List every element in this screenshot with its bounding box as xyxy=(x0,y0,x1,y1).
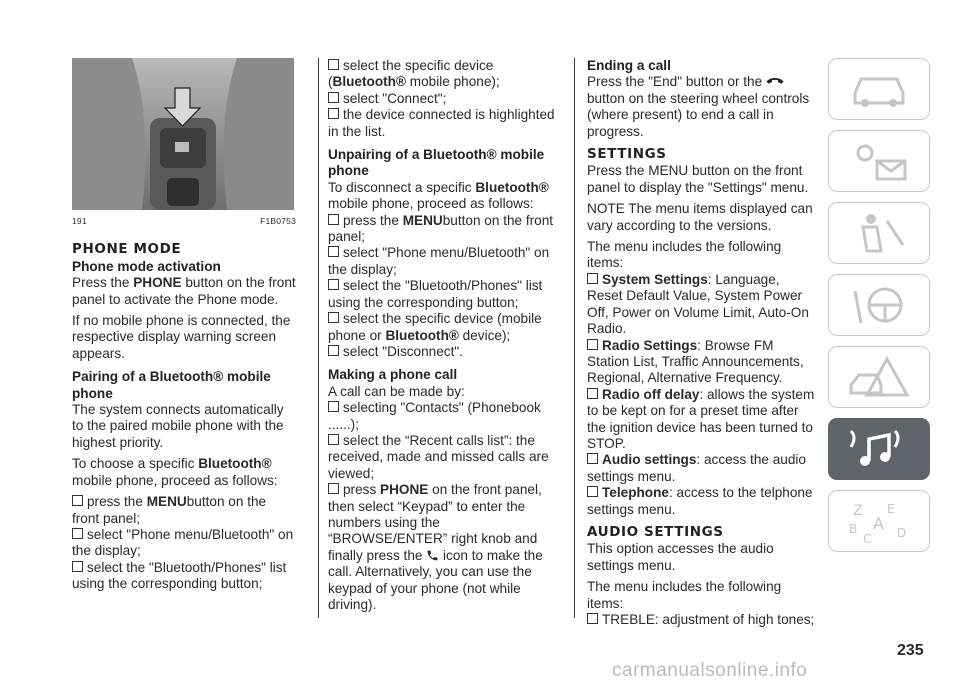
paragraph-menu-items: The menu includes the following items: xyxy=(587,239,782,271)
paragraph-note: NOTE The menu items displayed can vary according to the versions. xyxy=(587,201,813,233)
list-item: System Settings: Language, Reset Default Value, System Power Off, Power on Volume Limit, Auto-On Radio. xyxy=(587,271,809,337)
tab-index-icon[interactable] xyxy=(828,490,930,552)
bullet-box-icon xyxy=(587,453,598,464)
bullet-box-icon xyxy=(328,214,339,225)
bullet-box-icon xyxy=(328,312,339,323)
list-item: press the MENUbutton on the front panel; xyxy=(72,494,267,526)
heading-unpairing: Unpairing of a Bluetooth® mobile phone xyxy=(328,147,545,179)
list-item: select the "Bluetooth/Phones" list using the corresponding button; xyxy=(328,278,543,310)
tab-steering-wheel-icon[interactable] xyxy=(828,274,930,336)
svg-text:A: A xyxy=(873,514,884,533)
paragraph-auto-connect: The system connects automatically to the paired mobile phone with the highest priority. xyxy=(72,402,284,450)
bullet-box-icon xyxy=(328,434,339,445)
paragraph-activation: Press the PHONE button on the front panel to activate the Phone mode. xyxy=(72,275,296,307)
list-item: select "Phone menu/Bluetooth" on the display; xyxy=(72,526,294,559)
list-item: select the specific device (mobile phone or Bluetooth® device); xyxy=(328,311,542,343)
bullet-box-icon xyxy=(328,345,339,356)
safety-icon xyxy=(847,211,911,255)
column-3 xyxy=(587,58,817,628)
list-item: selecting "Contacts" (Phonebook ......); xyxy=(328,400,541,432)
list-item: select "Connect"; xyxy=(328,91,556,107)
list-item: press PHONE on the front panel, then select “Keypad” to enter the numbers using the “BROWSE/ENTER” right knob and finally press the icon to make the call. Alternatively, you can use the keypad of your phone (not while driving). xyxy=(328,482,543,612)
list-item: Audio settings: access the audio settings menu. xyxy=(587,452,806,484)
list-item: TREBLE: adjustment of high tones; xyxy=(587,612,817,628)
list-item: select the "Bluetooth/Phones" list using the corresponding button; xyxy=(72,559,287,592)
bullet-box-icon xyxy=(328,59,339,70)
paragraph-audio-items: The menu includes the following items: xyxy=(587,579,782,611)
list-item: Radio Settings: Browse FM Station List, Traffic Announcements, Regional, Alternative Frequency. xyxy=(587,337,804,386)
bullet-box-icon xyxy=(328,483,339,494)
tab-safety-icon[interactable] xyxy=(828,202,930,264)
warning-lights-icon xyxy=(847,139,911,183)
list-item: select "Disconnect". xyxy=(328,344,556,360)
svg-text:D: D xyxy=(897,526,907,540)
figure-191-image xyxy=(72,58,294,210)
chapter-tabs xyxy=(828,58,930,562)
heading-settings: SETTINGS xyxy=(587,146,667,163)
svg-text:E: E xyxy=(887,502,895,516)
bullet-box-icon xyxy=(587,273,598,284)
heading-pairing: Pairing of a Bluetooth® mobile phone xyxy=(72,369,271,401)
list-item: select "Phone menu/Bluetooth" on the display; xyxy=(328,245,550,277)
list-item: select the specific device (Bluetooth® mobile phone); xyxy=(328,58,500,90)
tab-warning-lights-icon[interactable] xyxy=(828,130,930,192)
heading-ending-call: Ending a call xyxy=(587,58,671,73)
figure-caption xyxy=(72,213,296,229)
paragraph-disconnect: To disconnect a specific Bluetooth® mobile phone, proceed as follows: xyxy=(328,179,549,212)
heading-audio-settings: AUDIO SETTINGS xyxy=(587,523,724,540)
column-1 xyxy=(72,58,296,593)
list-item: Telephone: access to the telphone settings menu. xyxy=(587,485,813,517)
paragraph-call-by: A call can be made by: xyxy=(328,383,465,399)
list-item: Radio off delay: allows the system to be kept on for a preset time after the ignition device has been turned to STOP. xyxy=(587,386,815,451)
multimedia-icon xyxy=(847,427,911,471)
index-icon xyxy=(847,499,911,543)
column-2 xyxy=(328,58,556,613)
watermark: carmanualsonline.info xyxy=(612,660,808,681)
bullet-box-icon xyxy=(328,401,339,412)
bullet-box-icon xyxy=(328,279,339,290)
svg-text:B: B xyxy=(849,522,858,536)
phone-call-icon xyxy=(426,549,439,562)
emergency-icon xyxy=(847,355,911,399)
bullet-box-icon xyxy=(72,495,83,506)
heading-making-call: Making a phone call xyxy=(328,367,458,383)
column-divider xyxy=(318,58,319,618)
bullet-box-icon xyxy=(328,246,339,257)
column-divider xyxy=(574,58,575,618)
steering-wheel-icon xyxy=(847,283,911,327)
bullet-box-icon xyxy=(587,388,598,399)
list-item: press the MENUbutton on the front panel; xyxy=(328,212,554,245)
figure-number: 191 xyxy=(72,216,87,226)
paragraph-no-phone: If no mobile phone is connected, the respective display warning screen appears. xyxy=(72,313,291,361)
tab-emergency-icon[interactable] xyxy=(828,346,930,408)
bullet-box-icon xyxy=(328,92,339,103)
tab-multimedia-icon[interactable] xyxy=(828,418,930,480)
end-call-icon xyxy=(766,76,784,86)
svg-text:C: C xyxy=(863,532,872,543)
paragraph-audio-menu: This option accesses the audio settings menu. xyxy=(587,541,774,573)
bullet-box-icon xyxy=(587,339,598,350)
bullet-box-icon xyxy=(72,528,83,539)
bullet-box-icon xyxy=(328,108,339,119)
bullet-box-icon xyxy=(587,613,598,624)
heading-phone-mode: PHONE MODE xyxy=(72,241,182,258)
bullet-box-icon xyxy=(72,561,83,572)
svg-text:Z: Z xyxy=(853,503,863,519)
list-item: select the “Recent calls list”: the received, made and missed calls are viewed; xyxy=(328,432,549,481)
list-item: the device connected is highlighted in the list. xyxy=(328,107,555,139)
paragraph-choose-phone: To choose a specific Bluetooth® mobile phone, proceed as follows: xyxy=(72,456,278,488)
bullet-box-icon xyxy=(587,486,598,497)
heading-phone-mode-activation: Phone mode activation xyxy=(72,258,221,274)
figure-code: F1B0753 xyxy=(260,216,296,226)
tab-car-icon[interactable] xyxy=(828,58,930,120)
paragraph-settings-menu: Press the MENU button on the front panel to display the "Settings" menu. xyxy=(587,163,809,195)
page-number: 235 xyxy=(897,642,924,659)
paragraph-end-call: Press the "End" button or the button on the steering wheel controls (where present) to end a call in progress. xyxy=(587,74,810,139)
car-icon xyxy=(847,67,911,111)
